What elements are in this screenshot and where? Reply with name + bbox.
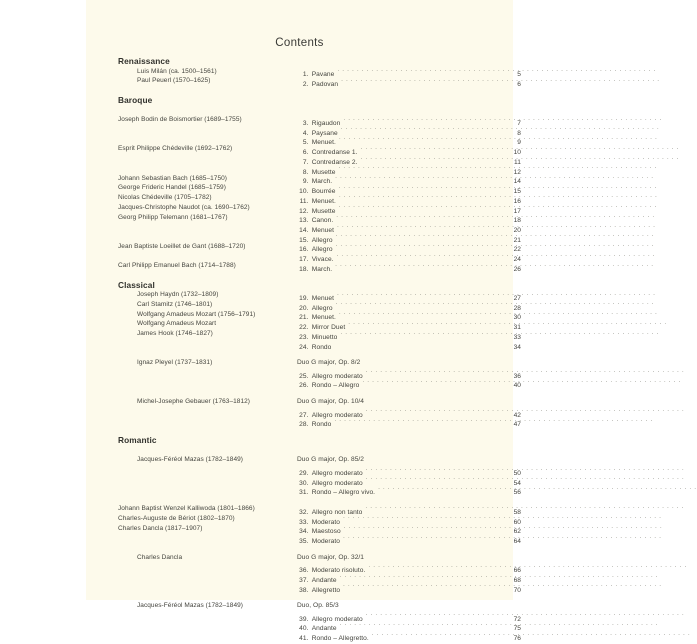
entry-number: 26. bbox=[299, 382, 309, 390]
entry-number: 11. bbox=[299, 197, 309, 205]
entry-title: Mirror Duet bbox=[311, 324, 346, 332]
entry-title: March. bbox=[311, 265, 333, 273]
leader-dots bbox=[343, 582, 506, 592]
entry-title: Minuetto bbox=[311, 333, 338, 341]
entry-title: Moderato bbox=[311, 537, 340, 545]
entry-page-number: 33 bbox=[513, 333, 521, 341]
entry-number: 9. bbox=[302, 178, 309, 186]
entry-number: 25. bbox=[299, 372, 309, 380]
entry-number: 2. bbox=[302, 81, 309, 89]
entry-title: Vivace. bbox=[311, 256, 334, 264]
entry-page-number: 50 bbox=[513, 469, 521, 477]
contents-row bbox=[118, 630, 521, 643]
entry-title: Allegro bbox=[311, 236, 333, 244]
section-heading: Renaissance bbox=[118, 56, 170, 66]
entry-title: Allegro moderato bbox=[311, 372, 363, 380]
entry-page-number: 8 bbox=[517, 129, 521, 137]
composer-name: Jean Baptiste Loeillet de Gant (1688–1720) bbox=[118, 242, 246, 250]
leader-dots bbox=[343, 533, 506, 543]
entry-number: 21. bbox=[299, 314, 309, 322]
entry-page-number: 75 bbox=[513, 625, 521, 633]
composer-name: Joseph Bodin de Boismortier (1689–1755) bbox=[118, 116, 242, 124]
entry-number: 16. bbox=[299, 246, 309, 254]
entry-page-number: 54 bbox=[513, 479, 521, 487]
entry-page-number: 42 bbox=[513, 411, 521, 419]
leader-dots bbox=[335, 261, 506, 271]
entry-page-number: 27 bbox=[513, 294, 521, 302]
spacer-row bbox=[118, 86, 521, 96]
leader-dots bbox=[340, 329, 506, 339]
leader-dots bbox=[372, 630, 506, 640]
entry-page-number: 5 bbox=[517, 71, 521, 79]
entry-page-number: 12 bbox=[513, 168, 521, 176]
work-group-title: Duo G major, Op. 32/1 bbox=[297, 553, 365, 561]
entry-page-number: 6 bbox=[517, 81, 521, 89]
entry-number: 19. bbox=[299, 294, 309, 302]
entry-number: 41. bbox=[299, 635, 309, 643]
entry-page-number: 20 bbox=[513, 226, 521, 234]
contents-entry[interactable] bbox=[297, 630, 521, 643]
entry-number: 29. bbox=[299, 469, 309, 477]
entry-title: Paysane bbox=[311, 129, 338, 137]
entry-title: Allegretto bbox=[311, 586, 341, 594]
entry-page-number: 70 bbox=[513, 586, 521, 594]
entry-page-number: 64 bbox=[513, 537, 521, 545]
entry-number: 31. bbox=[299, 489, 309, 497]
composer-name: James Hook (1746–1827) bbox=[137, 330, 213, 338]
entry-page-number: 47 bbox=[513, 421, 521, 429]
entry-title: Allegro moderato bbox=[311, 615, 363, 623]
section-heading-row bbox=[118, 96, 521, 106]
entry-title: Musette bbox=[311, 207, 336, 215]
contents-row bbox=[118, 76, 521, 89]
section-heading: Classical bbox=[118, 279, 155, 290]
entry-page-number: 36 bbox=[513, 372, 521, 380]
entry-title: Contredanse 2. bbox=[311, 158, 358, 166]
entry-title: Allegro non tanto bbox=[311, 508, 363, 516]
composer-name: Charles Dancla bbox=[137, 553, 183, 561]
entry-page-number: 68 bbox=[513, 576, 521, 584]
entry-number: 6. bbox=[302, 149, 309, 157]
entry-title: March. bbox=[311, 178, 333, 186]
contents-entry[interactable] bbox=[297, 329, 521, 339]
entry-number: 7. bbox=[302, 158, 309, 166]
entry-title: Allegro moderato bbox=[311, 479, 363, 487]
composer-name: Paul Peuerl (1570–1625) bbox=[137, 77, 211, 85]
contents-entry[interactable] bbox=[297, 76, 521, 89]
entry-page-number: 15 bbox=[513, 188, 521, 196]
entry-title: Allegro moderato bbox=[311, 469, 363, 477]
work-group-title: Duo G major, Op. 85/2 bbox=[297, 456, 365, 464]
entry-page-number: 10 bbox=[513, 149, 521, 157]
composer-name: Nicolas Chédeville (1705–1782) bbox=[118, 194, 212, 202]
contents-row bbox=[118, 378, 521, 388]
work-group-title: Duo, Op. 85/3 bbox=[297, 602, 339, 610]
entry-title: Contredanse 1. bbox=[311, 149, 358, 157]
entry-title: Menuet. bbox=[311, 197, 336, 205]
entry-page-number: 72 bbox=[513, 615, 521, 623]
entry-page-number: 11 bbox=[514, 158, 521, 166]
entry-page-number: 62 bbox=[513, 528, 521, 536]
entry-page-number: 7 bbox=[517, 120, 521, 128]
entry-page-number: 58 bbox=[513, 508, 521, 516]
composer-name: Wolfgang Amadeus Mozart bbox=[137, 320, 217, 328]
contents-row bbox=[118, 582, 521, 592]
entry-number: 35. bbox=[299, 537, 309, 545]
entry-title: Musette bbox=[311, 168, 336, 176]
leader-dots bbox=[378, 485, 506, 495]
entry-title: Rondo – Allegro bbox=[311, 382, 360, 390]
entry-page-number: 22 bbox=[513, 246, 521, 254]
entry-title: Menuet. bbox=[311, 314, 336, 322]
entry-title: Menuet bbox=[311, 294, 334, 302]
section-heading-row bbox=[118, 436, 521, 446]
composer-name: Jacques-Féréol Mazas (1782–1849) bbox=[137, 602, 244, 610]
entry-page-number: 30 bbox=[513, 314, 521, 322]
composer-name: Michel-Josephe Gebauer (1763–1812) bbox=[137, 398, 250, 406]
entry-page-number: 40 bbox=[513, 382, 521, 390]
contents-entry[interactable] bbox=[297, 261, 521, 271]
entry-number: 24. bbox=[299, 343, 309, 351]
entry-number: 38. bbox=[299, 586, 309, 594]
entry-number: 10. bbox=[299, 188, 309, 196]
contents-entry[interactable] bbox=[297, 339, 521, 349]
entry-title: Andante bbox=[311, 625, 337, 633]
entry-number: 34. bbox=[299, 528, 309, 536]
entry-number: 18. bbox=[299, 265, 309, 273]
entry-title: Rondo bbox=[311, 421, 332, 429]
entry-page-number: 16 bbox=[513, 197, 521, 205]
contents-page bbox=[86, 0, 521, 643]
contents-row bbox=[118, 339, 521, 349]
entry-number: 4. bbox=[302, 129, 309, 137]
entry-page-number: 56 bbox=[513, 489, 521, 497]
contents-entry[interactable] bbox=[297, 378, 521, 388]
entry-number: 13. bbox=[299, 217, 309, 225]
contents-list bbox=[118, 56, 521, 643]
entry-number: 23. bbox=[299, 333, 309, 341]
entry-number: 27. bbox=[299, 411, 309, 419]
section-heading: Romantic bbox=[118, 435, 157, 446]
composer-name: Charles-Auguste de Bériot (1802–1870) bbox=[118, 514, 235, 522]
entry-page-number: 28 bbox=[513, 304, 521, 312]
composer-name: Carl Philipp Emanuel Bach (1714–1788) bbox=[118, 262, 236, 270]
spacer-row bbox=[118, 446, 521, 456]
contents-entry[interactable] bbox=[297, 533, 521, 543]
entry-number: 33. bbox=[299, 518, 309, 526]
work-group-title: Duo G major, Op. 10/4 bbox=[297, 398, 365, 406]
entry-title: Canon. bbox=[311, 217, 334, 225]
contents-entry[interactable] bbox=[297, 485, 521, 495]
entry-number: 30. bbox=[299, 479, 309, 487]
spacer-row bbox=[118, 349, 521, 359]
composer-name: Carl Stamitz (1746–1801) bbox=[137, 300, 213, 308]
entry-title: Moderato bbox=[311, 518, 340, 526]
entry-page-number: 60 bbox=[513, 518, 521, 526]
entry-number: 40. bbox=[299, 625, 309, 633]
composer-name: Johann Sebastian Bach (1685–1750) bbox=[118, 174, 227, 182]
entry-number: 12. bbox=[299, 207, 309, 215]
contents-entry[interactable] bbox=[297, 582, 521, 592]
entry-number: 1. bbox=[302, 71, 309, 79]
entry-page-number: 21 bbox=[513, 236, 521, 244]
composer-name: Charles Dancla (1817–1907) bbox=[118, 524, 203, 532]
page-title: Contents bbox=[275, 37, 324, 49]
entry-page-number: 31 bbox=[513, 324, 521, 332]
entry-number: 17. bbox=[299, 256, 309, 264]
spacer-row bbox=[118, 426, 521, 436]
spacer-row bbox=[118, 592, 521, 602]
entry-title: Allegro moderato bbox=[311, 411, 363, 419]
entry-title: Allegro bbox=[311, 304, 333, 312]
contents-entry[interactable] bbox=[297, 417, 521, 427]
composer-name: Johann Baptist Wenzel Kalliwoda (1801–1866) bbox=[118, 505, 255, 513]
entry-page-number: 18 bbox=[513, 217, 521, 225]
entry-number: 15. bbox=[299, 236, 309, 244]
entry-title: Padovan bbox=[311, 81, 339, 89]
entry-title: Maestoso bbox=[311, 528, 341, 536]
entry-title: Pavane bbox=[311, 71, 335, 79]
entry-title: Bourrée bbox=[311, 188, 336, 196]
leader-dots bbox=[362, 378, 506, 388]
entry-title: Rondo – Allegro vivo. bbox=[311, 489, 376, 497]
composer-name: Esprit Philippe Chédeville (1692–1762) bbox=[118, 145, 233, 153]
contents-row bbox=[118, 329, 521, 339]
spacer-row bbox=[118, 543, 521, 553]
entry-page-number: 17 bbox=[513, 207, 521, 215]
entry-title: Moderato risoluto. bbox=[311, 567, 366, 575]
entry-page-number: 24 bbox=[513, 256, 521, 264]
spacer-row bbox=[118, 271, 521, 281]
work-group-title: Duo G major, Op. 8/2 bbox=[297, 359, 361, 367]
composer-name: Ignaz Pleyel (1737–1831) bbox=[137, 359, 213, 367]
entry-title: Allegro bbox=[311, 246, 333, 254]
composer-name: Wolfgang Amadeus Mozart (1756–1791) bbox=[137, 310, 256, 318]
entry-page-number: 66 bbox=[513, 567, 521, 575]
contents-row bbox=[118, 485, 521, 495]
entry-title: Rondo – Allegretto. bbox=[311, 635, 369, 643]
entry-title: Menuet bbox=[311, 226, 334, 234]
contents-row bbox=[118, 417, 521, 427]
leader-dots bbox=[334, 339, 506, 349]
entry-number: 28. bbox=[299, 421, 309, 429]
leader-dots bbox=[334, 417, 506, 427]
entry-number: 32. bbox=[299, 508, 309, 516]
composer-name: George Frideric Handel (1685–1759) bbox=[118, 184, 226, 192]
composer-name: Luis Milán (ca. 1500–1561) bbox=[137, 67, 217, 75]
contents-row bbox=[118, 261, 521, 271]
entry-page-number: 9 bbox=[517, 139, 521, 147]
entry-number: 37. bbox=[299, 576, 309, 584]
composer-name: Jacques-Féréol Mazas (1782–1849) bbox=[137, 456, 244, 464]
entry-title: Menuet. bbox=[311, 139, 336, 147]
leader-dots bbox=[341, 76, 506, 86]
entry-number: 20. bbox=[299, 304, 309, 312]
entry-page-number: 14 bbox=[513, 178, 521, 186]
entry-page-number: 34 bbox=[513, 343, 521, 351]
composer-name: Georg Philipp Telemann (1681–1767) bbox=[118, 213, 228, 221]
entry-number: 36. bbox=[299, 567, 309, 575]
entry-title: Rondo bbox=[311, 343, 332, 351]
entry-title: Andante bbox=[311, 576, 337, 584]
entry-number: 5. bbox=[302, 139, 309, 147]
composer-name: Joseph Haydn (1732–1809) bbox=[137, 291, 219, 299]
composer-name: Jacques-Christophe Naudot (ca. 1690–1762) bbox=[118, 203, 250, 211]
entry-number: 14. bbox=[299, 226, 309, 234]
entry-number: 39. bbox=[299, 615, 309, 623]
entry-page-number: 26 bbox=[513, 265, 521, 273]
contents-row bbox=[118, 533, 521, 543]
entry-number: 22. bbox=[299, 324, 309, 332]
entry-number: 3. bbox=[302, 120, 309, 128]
spacer-row bbox=[118, 387, 521, 397]
entry-title: Rigaudon bbox=[311, 120, 341, 128]
section-heading: Baroque bbox=[118, 94, 153, 105]
entry-number: 8. bbox=[302, 168, 309, 176]
entry-page-number: 76 bbox=[513, 635, 521, 643]
